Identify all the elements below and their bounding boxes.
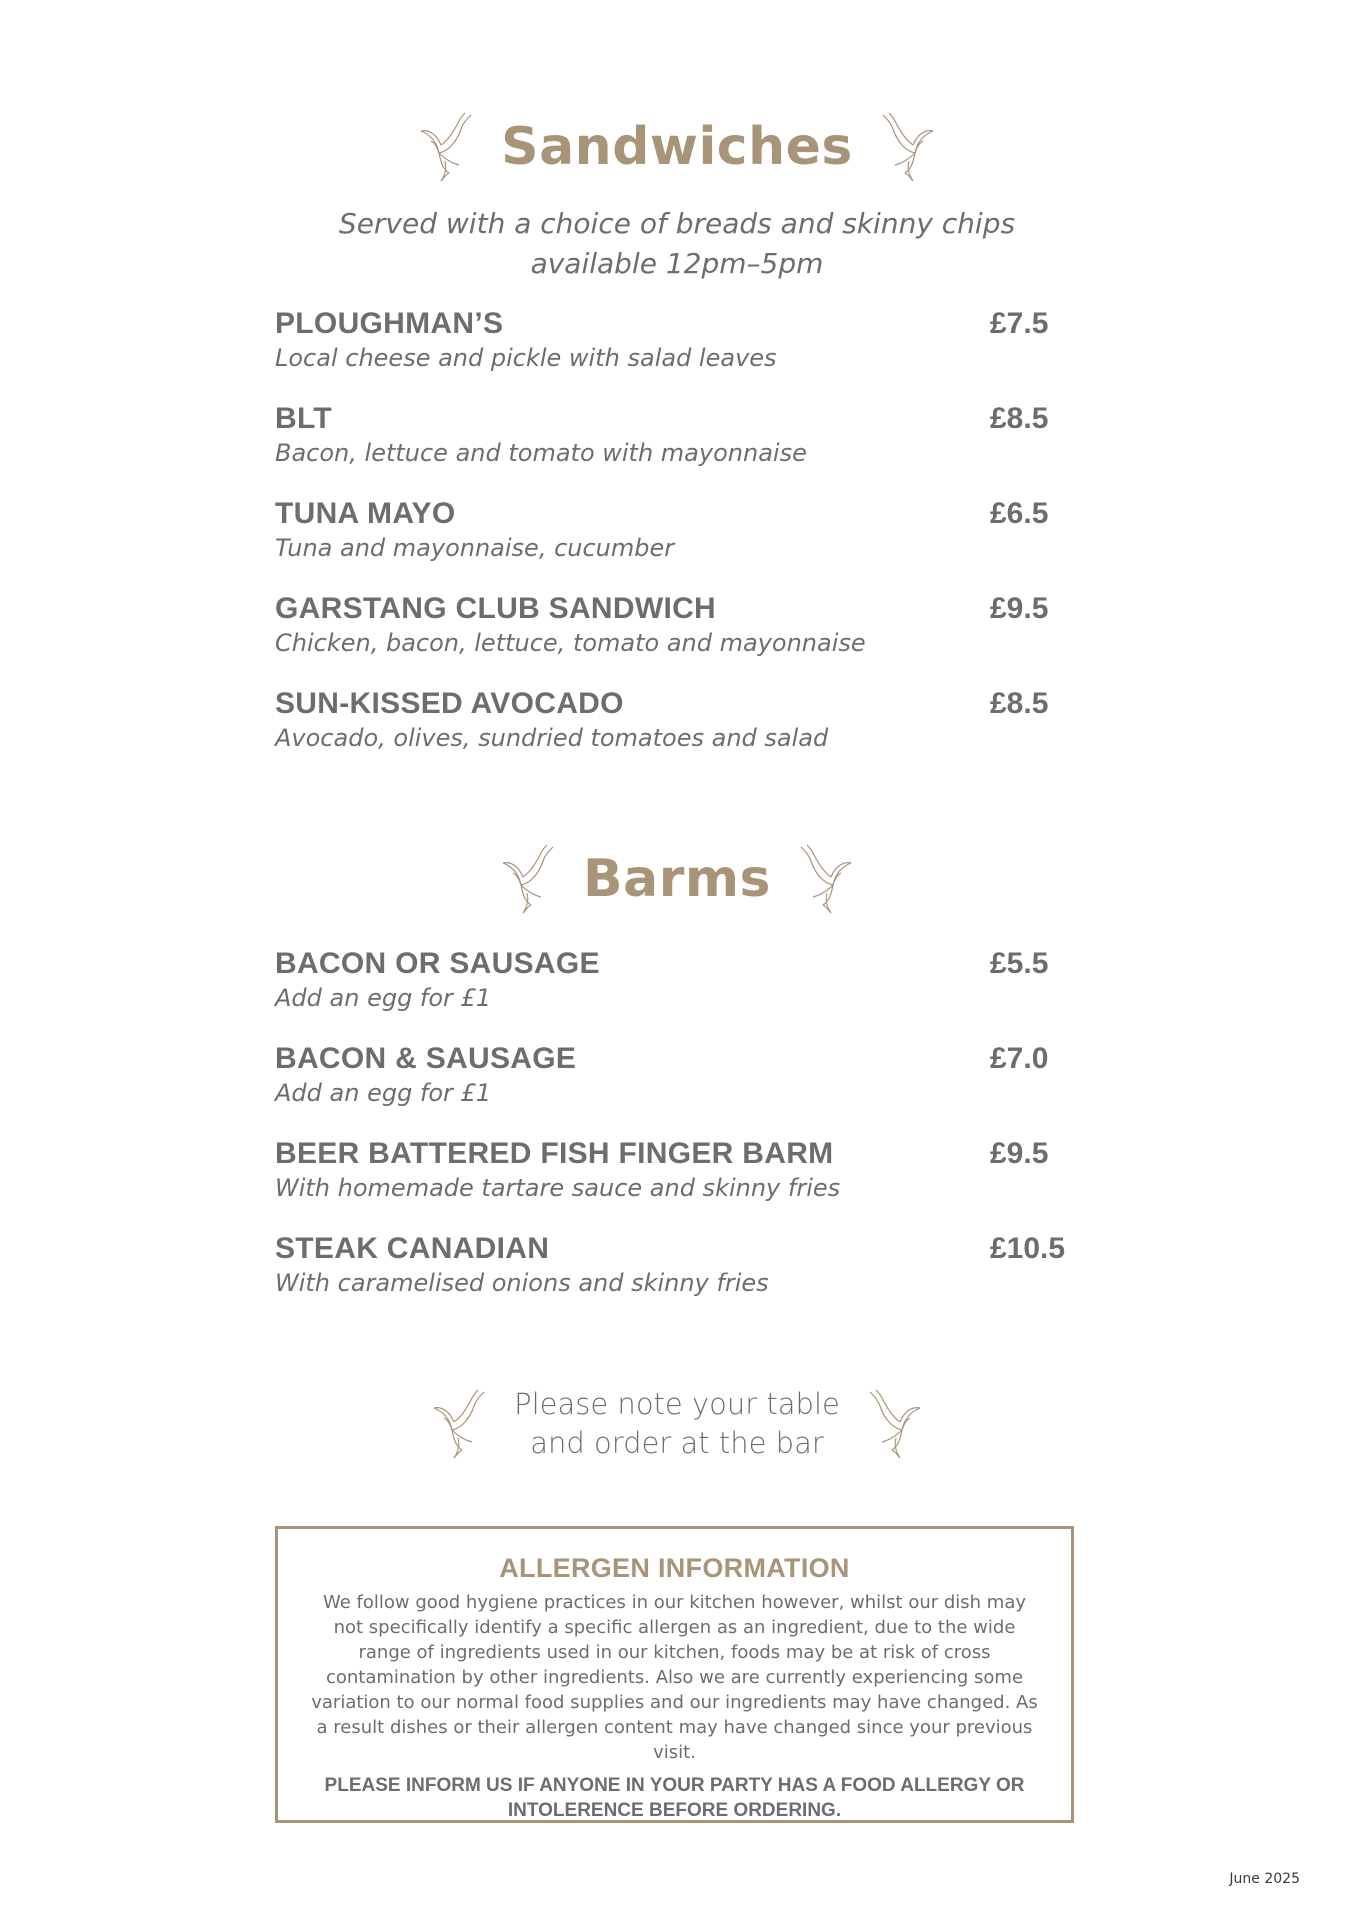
barms-list <box>275 947 1075 1327</box>
subtitle-line: Served with a choice of breads and skinny chips <box>338 207 1016 240</box>
allergen-warning: PLEASE INFORM US IF ANYONE IN YOUR PARTY HAS A FOOD ALLERGY OR INTOLERENCE BEFORE ORDERING. <box>324 1775 1025 1821</box>
footer-date: June 2025 <box>1229 1871 1300 1887</box>
hummingbird-icon <box>415 111 477 183</box>
item-price: £9.5 <box>990 592 1049 625</box>
note-line: Please note your table <box>514 1387 840 1421</box>
item-description: With homemade tartare sauce and skinny fries <box>275 1174 841 1202</box>
note-line: and order at the bar <box>530 1426 824 1460</box>
item-name: GARSTANG CLUB SANDWICH <box>275 592 717 625</box>
item-price: £7.0 <box>990 1042 1049 1075</box>
item-description: Bacon, lettuce and tomato with mayonnaise <box>275 439 807 467</box>
menu-item <box>275 1042 1075 1137</box>
item-name: BLT <box>275 402 332 435</box>
section-title-barms: Barms <box>582 849 771 909</box>
item-name: BACON & SAUSAGE <box>275 1042 577 1075</box>
item-description: Chicken, bacon, lettuce, tomato and mayonnaise <box>275 629 866 657</box>
item-name: BACON OR SAUSAGE <box>275 947 600 980</box>
sandwiches-subtitle <box>0 204 1354 284</box>
item-price: £5.5 <box>990 947 1049 980</box>
item-description: Add an egg for £1 <box>275 984 492 1012</box>
hummingbird-icon <box>795 843 857 915</box>
item-name: STEAK CANADIAN <box>275 1232 550 1265</box>
barms-heading <box>0 843 1354 915</box>
menu-item <box>275 1232 1075 1327</box>
allergen-info-box <box>275 1526 1074 1823</box>
item-description: Tuna and mayonnaise, cucumber <box>275 534 675 562</box>
hummingbird-icon <box>864 1388 926 1460</box>
allergen-body: We follow good hygiene practices in our kitchen however, whilst our dish may not specifically identify a specific allergen as an ingredient, due to the wide range of ingredients used in our kitchen, foods may be at risk of cross contamination by other ingredients. Also we are currently experiencing some variation to our normal food supplies and our ingredients may have changed. As a result dishes or their allergen content may have changed since your previous visit. <box>311 1592 1038 1763</box>
item-price: £8.5 <box>990 402 1049 435</box>
hummingbird-icon <box>497 843 559 915</box>
subtitle-line: available 12pm–5pm <box>530 247 824 280</box>
item-name: BEER BATTERED FISH FINGER BARM <box>275 1137 834 1170</box>
hummingbird-icon <box>428 1388 490 1460</box>
menu-item <box>275 307 1075 402</box>
menu-item <box>275 497 1075 592</box>
item-description: With caramelised onions and skinny fries <box>275 1269 769 1297</box>
item-price: £9.5 <box>990 1137 1049 1170</box>
sandwiches-list <box>275 307 1075 782</box>
order-note-text <box>514 1385 840 1463</box>
menu-item <box>275 1137 1075 1232</box>
menu-item <box>275 402 1075 497</box>
item-description: Local cheese and pickle with salad leaves <box>275 344 777 372</box>
sandwiches-heading <box>0 111 1354 183</box>
hummingbird-icon <box>877 111 939 183</box>
menu-item <box>275 687 1075 782</box>
item-price: £6.5 <box>990 497 1049 530</box>
section-title-sandwiches: Sandwiches <box>501 117 853 177</box>
menu-item <box>275 592 1075 687</box>
item-price: £8.5 <box>990 687 1049 720</box>
allergen-title: ALLERGEN INFORMATION <box>499 1553 850 1583</box>
item-price: £10.5 <box>990 1232 1066 1265</box>
order-note <box>0 1385 1354 1463</box>
item-name: SUN-KISSED AVOCADO <box>275 687 624 720</box>
item-price: £7.5 <box>990 307 1049 340</box>
item-name: TUNA MAYO <box>275 497 456 530</box>
item-name: PLOUGHMAN’S <box>275 307 504 340</box>
item-description: Add an egg for £1 <box>275 1079 492 1107</box>
item-description: Avocado, olives, sundried tomatoes and salad <box>275 724 829 752</box>
menu-item <box>275 947 1075 1042</box>
